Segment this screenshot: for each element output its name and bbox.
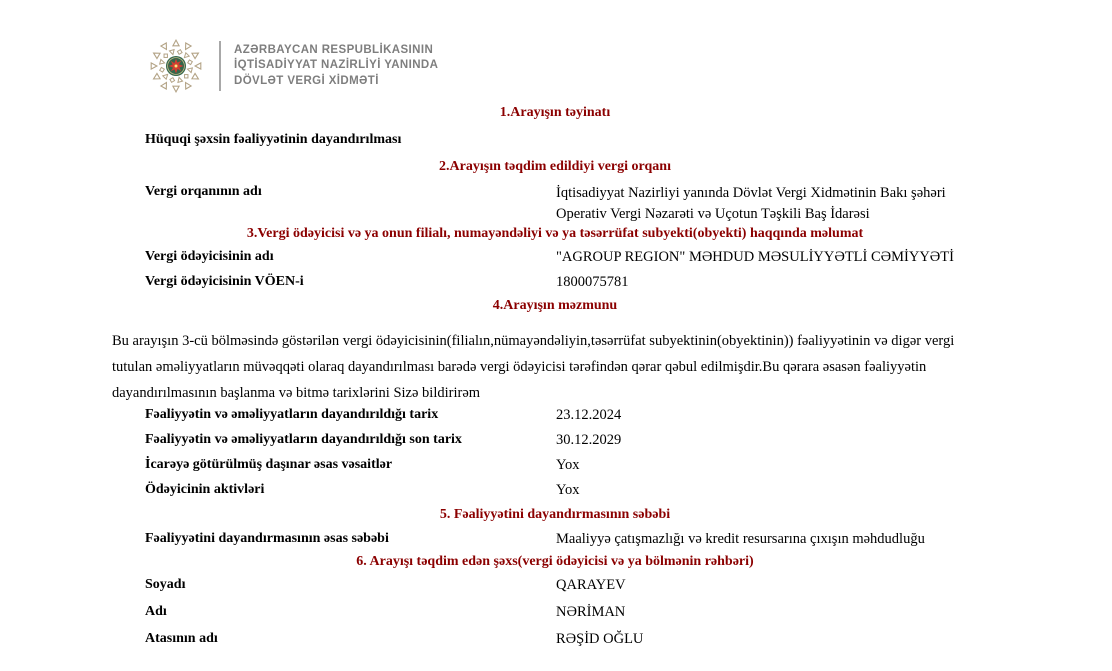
suspension-end-date-label: Fəaliyyətin və əməliyyatların dayandırıldığı son tarix	[145, 432, 462, 447]
section-title-6: 6. Arayışı təqdim edən şəxs(vergi ödəyicisi və ya bölmənin rəhbəri)	[356, 554, 754, 569]
rented-movable-assets-label: İcarəyə götürülmüş daşınar əsas vəsaitlər	[145, 457, 393, 472]
org-name-line-3: DÖVLƏT VERGİ XİDMƏTİ	[234, 74, 379, 87]
taxpayer-tin-value: 1800075781	[556, 274, 629, 290]
patronymic-label: Atasının adı	[145, 631, 218, 646]
header-divider	[219, 41, 221, 91]
surname-label: Soyadı	[145, 577, 186, 592]
suspension-reason-row	[145, 530, 1025, 548]
section-title-2: 2.Arayışın təqdim edildiyi vergi orqanı	[439, 159, 671, 174]
taxpayer-name-value: "AGROUP REGION" MƏHDUD MƏSULİYYƏTLİ CƏMİYYƏTİ	[556, 249, 954, 265]
surname-row	[145, 576, 1025, 594]
section-title-3: 3.Vergi ödəyicisi və ya onun filialı, numayəndəliyi və ya təsərrüfat subyekti(obyekti) haqqında məlumat	[246, 226, 864, 241]
taxpayer-tin-label: Vergi ödəyicisinin VÖEN-i	[145, 274, 304, 289]
first-name-row	[145, 603, 1025, 621]
taxpayer-name-label: Vergi ödəyicisinin adı	[145, 249, 274, 264]
taxpayer-tin-row	[145, 273, 1025, 291]
surname-value: QARAYEV	[556, 577, 626, 593]
patronymic-row	[145, 630, 1025, 648]
rented-movable-assets-row	[145, 456, 1025, 474]
suspension-reason-label: Fəaliyyətini dayandırmasının əsas səbəbi	[145, 531, 389, 546]
first-name-label: Adı	[145, 604, 167, 619]
rented-movable-assets-value: Yox	[556, 457, 580, 473]
tax-authority-row	[145, 183, 1025, 225]
patronymic-value: RƏŞİD OĞLU	[556, 631, 644, 647]
section-title-4: 4.Arayışın məzmunu	[492, 298, 618, 313]
suspension-end-date-row	[145, 431, 1025, 449]
tax-authority-name-value: İqtisadiyyat Nazirliyi yanında Dövlət Vergi Xidmətinin Bakı şəhəri Operativ Vergi Nəzarəti və Uçotun Təşkili Baş İdarəsi	[556, 185, 946, 222]
first-name-value: NƏRİMAN	[556, 604, 626, 620]
tax-service-emblem-icon	[147, 37, 205, 95]
certificate-purpose-label: Hüquqi şəxsin fəaliyyətinin dayandırılması	[145, 132, 402, 147]
org-name-line-2: İQTİSADİYYAT NAZİRLİYİ YANINDA	[234, 59, 439, 72]
taxpayer-assets-row	[145, 481, 1025, 499]
tax-authority-name-label: Vergi orqanının adı	[145, 184, 262, 199]
suspension-start-date-label: Fəaliyyətin və əməliyyatların dayandırıldığı tarix	[145, 407, 439, 422]
section-title-1: 1.Arayışın təyinatı	[499, 105, 611, 120]
certificate-purpose-row	[145, 131, 1025, 149]
certificate-content-paragraph: Bu arayışın 3-cü bölməsində göstərilən vergi ödəyicisinin(filialın,nümayəndəliyin,təsərrüfat subyektinin(obyektinin)) fəaliyyətinin və digər vergi tutulan əməliyyatların müvəqqəti olaraq dayandırılması barədə vergi ödəyicisi tərəfindən qərar qəbul edilmişdir.Bu qərara əsasən fəaliyyətin dayandırılmasının başlanma və bitmə tarixlərini Sizə bildirirəm	[112, 333, 955, 401]
taxpayer-assets-label: Ödəyicinin aktivləri	[145, 482, 265, 497]
suspension-reason-value: Maaliyyə çatışmazlığı və kredit resursarına çıxışın məhdudluğu	[556, 531, 925, 547]
taxpayer-name-row	[145, 248, 1025, 266]
org-name-line-1: AZƏRBAYCAN RESPUBLİKASININ	[234, 43, 434, 56]
section-title-5: 5. Fəaliyyətini dayandırmasının səbəbi	[439, 507, 671, 522]
suspension-start-date-value: 23.12.2024	[556, 407, 622, 423]
org-header	[147, 37, 438, 95]
suspension-end-date-value: 30.12.2029	[556, 432, 622, 448]
taxpayer-assets-value: Yox	[556, 482, 580, 498]
org-name	[234, 43, 438, 90]
suspension-start-date-row	[145, 406, 1025, 424]
